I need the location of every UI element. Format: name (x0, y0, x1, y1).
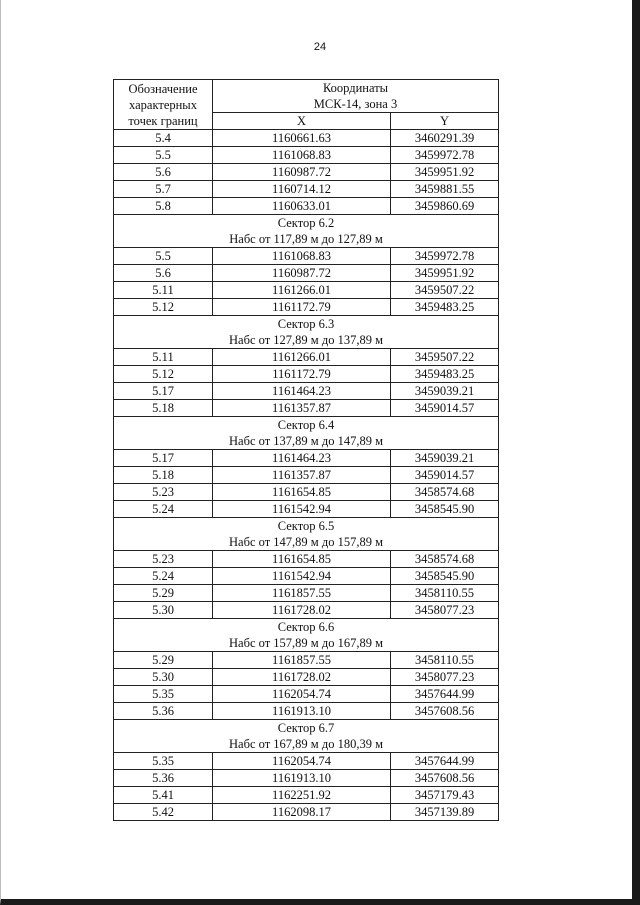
x-coordinate-cell: 1162054.74 (213, 686, 391, 703)
table-row (114, 804, 499, 821)
sector-height-range: Набс от 147,89 м до 157,89 м (229, 535, 383, 549)
page-number: 24 (313, 41, 327, 53)
point-header-line: Обозначение (128, 81, 198, 96)
x-coordinate-cell: 1161068.83 (213, 147, 391, 164)
y-coordinate-cell: 3457179.43 (391, 787, 499, 804)
x-coordinate-cell: 1161913.10 (213, 770, 391, 787)
table-row (114, 568, 499, 585)
y-coordinate-cell: 3457644.99 (391, 686, 499, 703)
table-row (114, 265, 499, 282)
point-id-cell: 5.23 (114, 484, 213, 501)
point-id-cell: 5.17 (114, 383, 213, 400)
point-id-cell: 5.23 (114, 551, 213, 568)
x-coordinate-cell: 1162251.92 (213, 787, 391, 804)
x-coordinate-cell: 1161913.10 (213, 703, 391, 720)
point-id-cell: 5.36 (114, 770, 213, 787)
sector-heading (114, 619, 499, 652)
x-coordinate-cell: 1160633.01 (213, 198, 391, 215)
x-coordinate-cell: 1161357.87 (213, 467, 391, 484)
x-coordinate-cell: 1160661.63 (213, 130, 391, 147)
table-row (114, 753, 499, 770)
y-coordinate-cell: 3459483.25 (391, 299, 499, 316)
x-coordinate-cell: 1161542.94 (213, 568, 391, 585)
point-id-cell: 5.29 (114, 652, 213, 669)
x-coordinate-cell: 1161266.01 (213, 349, 391, 366)
table-row (114, 147, 499, 164)
y-coordinate-cell: 3458077.23 (391, 602, 499, 619)
point-id-cell: 5.41 (114, 787, 213, 804)
point-id-cell: 5.18 (114, 400, 213, 417)
x-coordinate-cell: 1161172.79 (213, 366, 391, 383)
x-coordinate-cell: 1161357.87 (213, 400, 391, 417)
table-row (114, 164, 499, 181)
x-coordinate-cell: 1161654.85 (213, 484, 391, 501)
sector-title: Сектор 6.3 (277, 317, 335, 331)
x-coordinate-cell: 1160987.72 (213, 164, 391, 181)
x-coordinate-cell: 1161172.79 (213, 299, 391, 316)
table-row (114, 282, 499, 299)
table-row (114, 248, 499, 265)
table-row (114, 501, 499, 518)
sector-title: Сектор 6.4 (277, 418, 335, 432)
y-coordinate-cell: 3458545.90 (391, 568, 499, 585)
sector-title: Сектор 6.2 (277, 216, 335, 230)
sector-row (114, 417, 499, 450)
y-coordinate-cell: 3458110.55 (391, 585, 499, 602)
point-id-cell: 5.30 (114, 669, 213, 686)
x-column-header: X (213, 113, 391, 130)
table-body (114, 130, 499, 821)
y-coordinate-cell: 3458110.55 (391, 652, 499, 669)
sector-heading (114, 215, 499, 248)
x-coordinate-cell: 1162054.74 (213, 753, 391, 770)
point-id-cell: 5.35 (114, 753, 213, 770)
sector-title: Сектор 6.5 (277, 519, 335, 533)
y-coordinate-cell: 3460291.39 (391, 130, 499, 147)
point-id-cell: 5.5 (114, 248, 213, 265)
table-row (114, 703, 499, 720)
point-id-cell: 5.11 (114, 282, 213, 299)
y-coordinate-cell: 3459039.21 (391, 383, 499, 400)
sector-height-range: Набс от 117,89 м до 127,89 м (229, 232, 383, 246)
sector-row (114, 720, 499, 753)
x-coordinate-cell: 1161464.23 (213, 450, 391, 467)
x-coordinate-cell: 1161857.55 (213, 652, 391, 669)
coordinates-table (113, 79, 499, 821)
y-coordinate-cell: 3459039.21 (391, 450, 499, 467)
y-coordinate-cell: 3459972.78 (391, 248, 499, 265)
point-header-line: точек границ (128, 113, 198, 128)
coords-title-line: МСК-14, зона 3 (313, 97, 398, 111)
y-coordinate-cell: 3458077.23 (391, 669, 499, 686)
y-coordinate-cell: 3459014.57 (391, 400, 499, 417)
sector-row (114, 316, 499, 349)
point-id-cell: 5.6 (114, 164, 213, 181)
y-coordinate-cell: 3459014.57 (391, 467, 499, 484)
y-coordinate-cell: 3459881.55 (391, 181, 499, 198)
x-coordinate-cell: 1162098.17 (213, 804, 391, 821)
y-coordinate-cell: 3459972.78 (391, 147, 499, 164)
point-id-cell: 5.35 (114, 686, 213, 703)
table-row (114, 484, 499, 501)
point-designation-header (114, 80, 213, 130)
table-row (114, 551, 499, 568)
x-coordinate-cell: 1161654.85 (213, 551, 391, 568)
y-coordinate-cell: 3459860.69 (391, 198, 499, 215)
y-coordinate-cell: 3458574.68 (391, 484, 499, 501)
sector-height-range: Набс от 137,89 м до 147,89 м (229, 434, 383, 448)
x-coordinate-cell: 1161464.23 (213, 383, 391, 400)
table-row (114, 602, 499, 619)
y-coordinate-cell: 3458545.90 (391, 501, 499, 518)
coordinates-header (213, 80, 499, 113)
point-id-cell: 5.4 (114, 130, 213, 147)
table-row (114, 669, 499, 686)
table-row (114, 585, 499, 602)
x-coordinate-cell: 1161728.02 (213, 669, 391, 686)
table-row (114, 130, 499, 147)
y-coordinate-cell: 3457608.56 (391, 703, 499, 720)
x-coordinate-cell: 1161542.94 (213, 501, 391, 518)
x-coordinate-cell: 1161857.55 (213, 585, 391, 602)
coords-title-line: Координаты (322, 81, 389, 95)
table-row (114, 349, 499, 366)
sector-heading (114, 316, 499, 349)
y-coordinate-cell: 3459951.92 (391, 265, 499, 282)
x-coordinate-cell: 1160714.12 (213, 181, 391, 198)
table-row (114, 686, 499, 703)
point-id-cell: 5.8 (114, 198, 213, 215)
sector-heading (114, 720, 499, 753)
point-id-cell: 5.36 (114, 703, 213, 720)
point-id-cell: 5.24 (114, 568, 213, 585)
point-id-cell: 5.18 (114, 467, 213, 484)
point-id-cell: 5.5 (114, 147, 213, 164)
sector-height-range: Набс от 167,89 м до 180,39 м (229, 737, 383, 751)
sector-heading (114, 518, 499, 551)
y-coordinate-cell: 3457608.56 (391, 770, 499, 787)
point-id-cell: 5.30 (114, 602, 213, 619)
table-row (114, 450, 499, 467)
sector-heading (114, 417, 499, 450)
y-column-header: Y (391, 113, 499, 130)
table-row (114, 770, 499, 787)
point-header-line: характерных (129, 97, 197, 112)
table-row (114, 299, 499, 316)
y-coordinate-cell: 3459483.25 (391, 366, 499, 383)
table-row (114, 181, 499, 198)
point-id-cell: 5.6 (114, 265, 213, 282)
table-row (114, 787, 499, 804)
table-row (114, 198, 499, 215)
sector-title: Сектор 6.6 (277, 620, 335, 634)
x-coordinate-cell: 1161068.83 (213, 248, 391, 265)
table-row (114, 652, 499, 669)
point-id-cell: 5.29 (114, 585, 213, 602)
x-coordinate-cell: 1161266.01 (213, 282, 391, 299)
point-id-cell: 5.24 (114, 501, 213, 518)
table-row (114, 467, 499, 484)
point-id-cell: 5.12 (114, 366, 213, 383)
y-coordinate-cell: 3457644.99 (391, 753, 499, 770)
x-coordinate-cell: 1160987.72 (213, 265, 391, 282)
sector-height-range: Набс от 127,89 м до 137,89 м (229, 333, 383, 347)
point-id-cell: 5.17 (114, 450, 213, 467)
y-coordinate-cell: 3459951.92 (391, 164, 499, 181)
y-coordinate-cell: 3457139.89 (391, 804, 499, 821)
y-coordinate-cell: 3459507.22 (391, 349, 499, 366)
x-coordinate-cell: 1161728.02 (213, 602, 391, 619)
sector-row (114, 215, 499, 248)
point-id-cell: 5.12 (114, 299, 213, 316)
point-id-cell: 5.7 (114, 181, 213, 198)
table-row (114, 400, 499, 417)
y-coordinate-cell: 3459507.22 (391, 282, 499, 299)
table-row (114, 383, 499, 400)
sector-height-range: Набс от 157,89 м до 167,89 м (229, 636, 383, 650)
table-row (114, 366, 499, 383)
sector-title: Сектор 6.7 (277, 721, 335, 735)
point-id-cell: 5.11 (114, 349, 213, 366)
y-coordinate-cell: 3458574.68 (391, 551, 499, 568)
sector-row (114, 619, 499, 652)
point-id-cell: 5.42 (114, 804, 213, 821)
sector-row (114, 518, 499, 551)
